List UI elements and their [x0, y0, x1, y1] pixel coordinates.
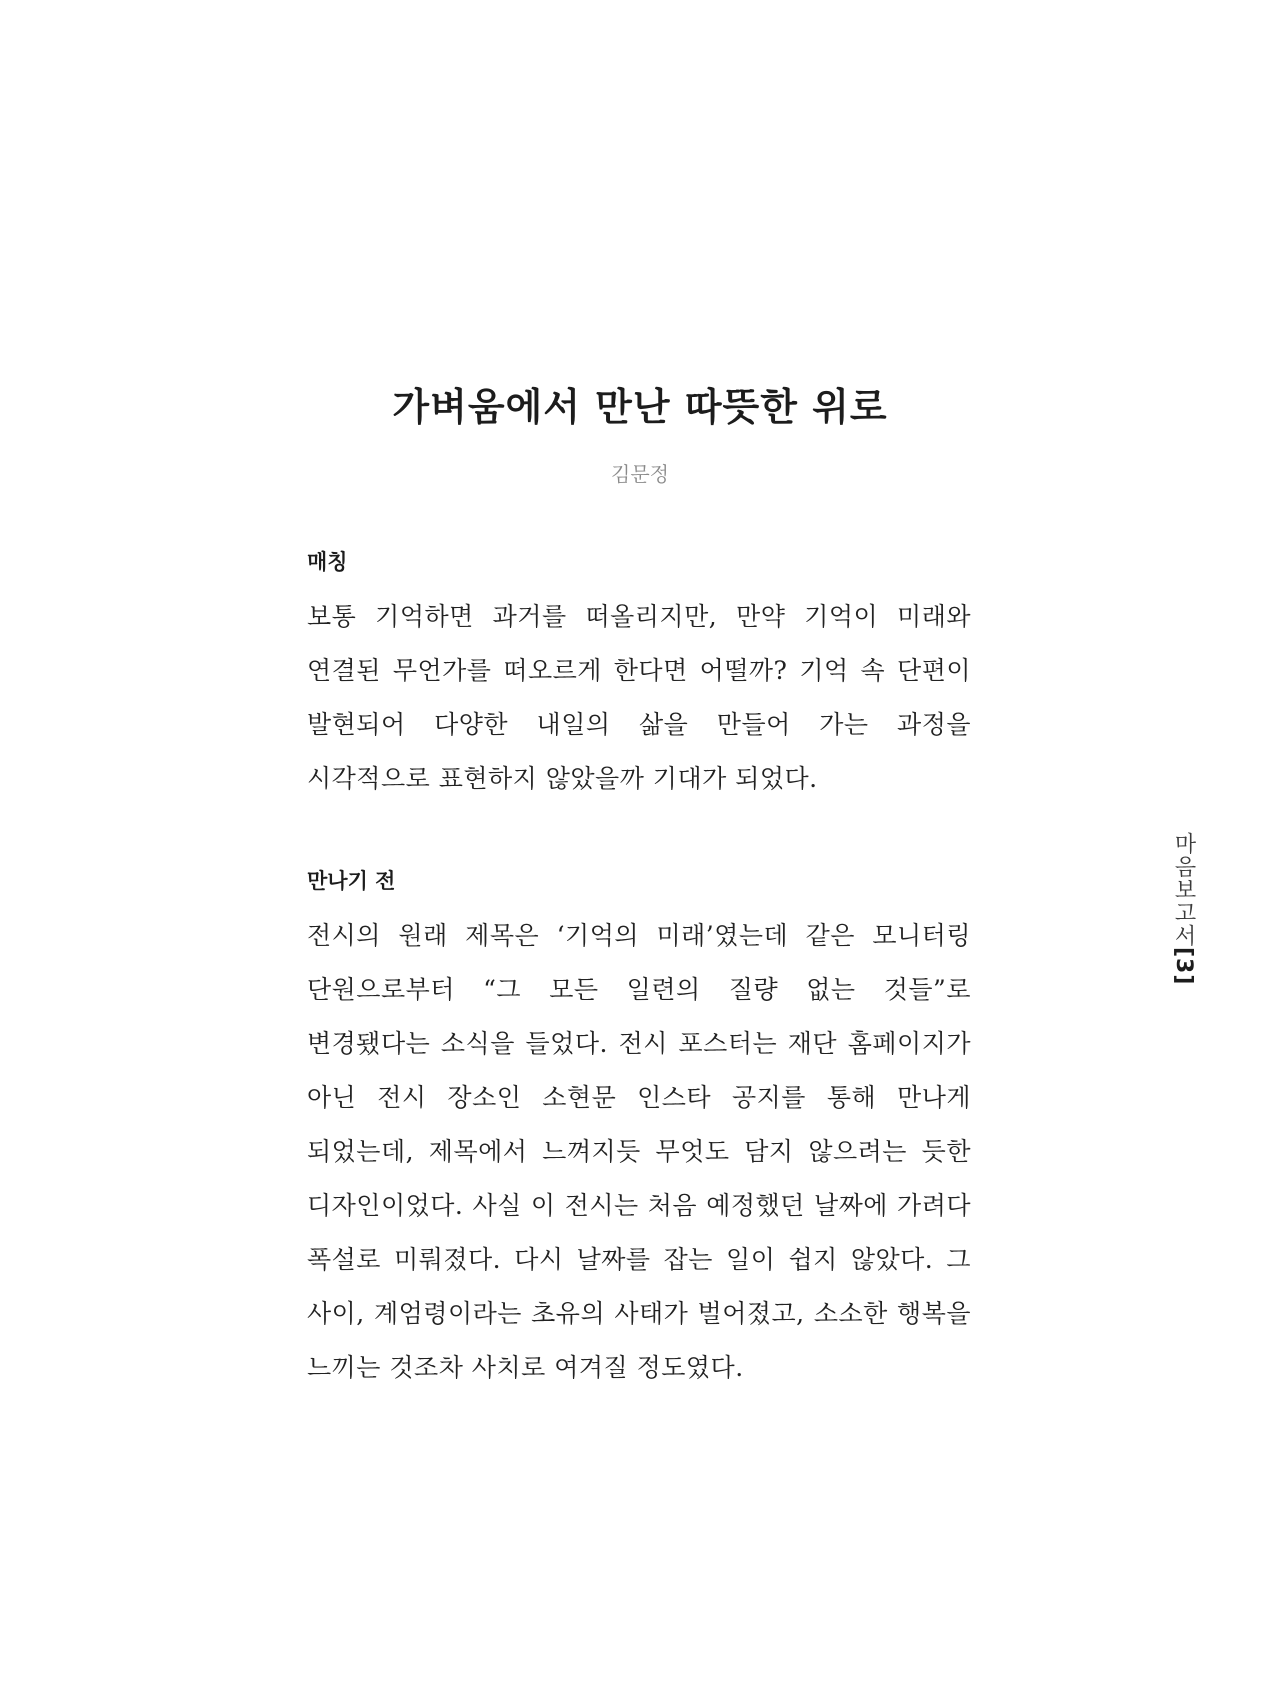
- section-body: 전시의 원래 제목은 ‘기억의 미래’였는데 같은 모니터링 단원으로부터 “그 모든 일련의 질량 없는 것들”로 변경됐다는 소식을 들었다. 전시 포스터는 재단 홈페이지가 아닌 전시 장소인 소현문 인스타 공지를 통해 만나게 되었는데, 제목에서 느껴지듯 무엇도 담지 않으려는 듯한 디자인이었다. 사실 이 전시는 처음 예정했던 날짜에 가려다 폭설로 미뤄졌다. 다시 날짜를 잡는 일이 쉽지 않았다. 그 사이, 계엄령이라는 초유의 사태가 벌어졌고, 소소한 행복을 느끼는 것조차 사치로 여겨질 정도였다.: [307, 921, 971, 1382]
- section-before-meeting: [307, 865, 971, 1395]
- section-body: 보통 기억하면 과거를 떠올리지만, 만약 기억이 미래와 연결된 무언가를 떠오르게 한다면 어떨까? 기억 속 단편이 발현되어 다양한 내일의 삶을 만들어 가는 과정을 시각적으로 표현하지 않았을까 기대가 되었다.: [307, 602, 971, 793]
- side-tab-label: [1168, 832, 1199, 985]
- side-tab-bracket: [3]: [1171, 947, 1196, 986]
- section-matching: [307, 546, 971, 806]
- section-heading: 만나기 전: [307, 869, 396, 893]
- page-title: 가벼움에서 만난 따뜻한 위로: [392, 384, 888, 429]
- section-heading: 매칭: [307, 550, 348, 574]
- author-name: 김문정: [611, 462, 669, 486]
- side-tab-text: 마음보고서: [1171, 832, 1196, 947]
